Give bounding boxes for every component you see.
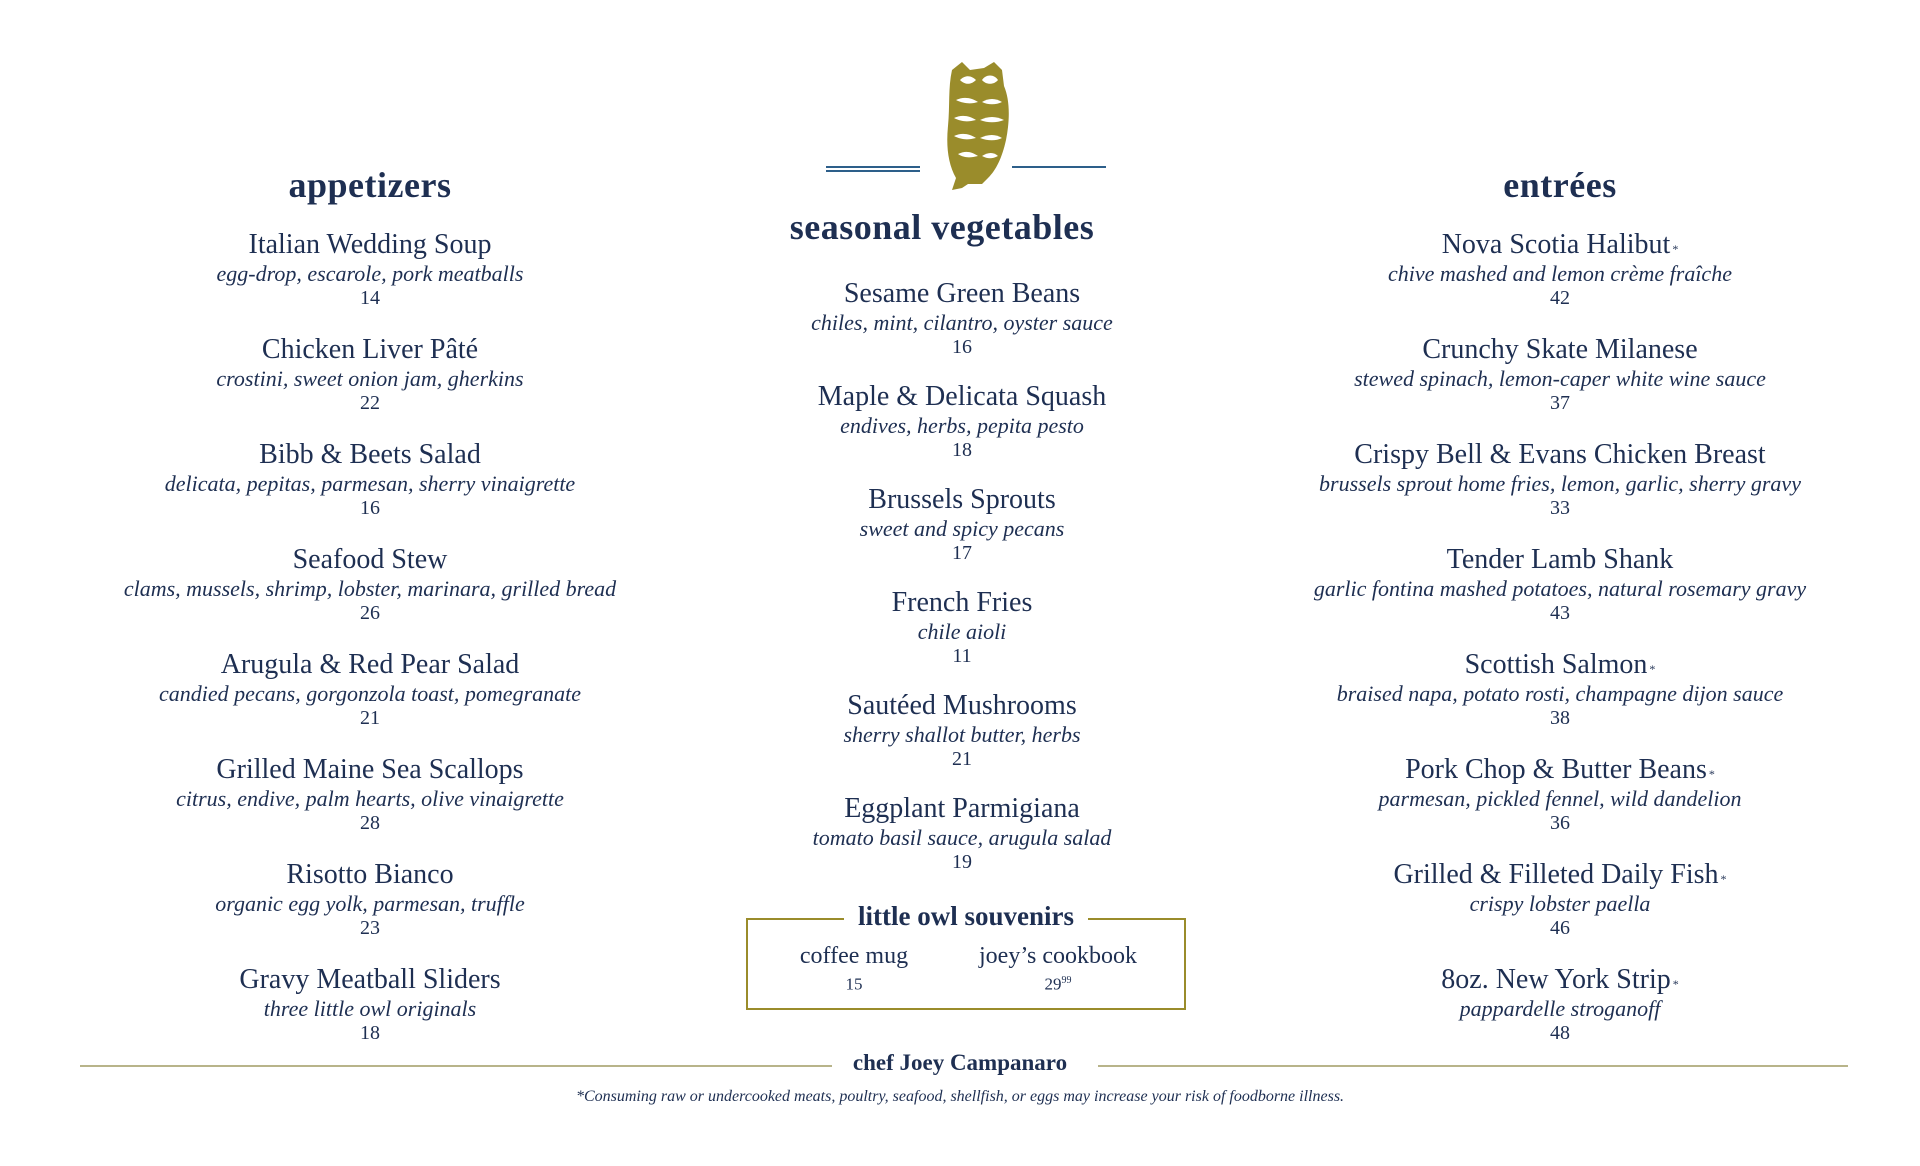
raw-warning-asterisk: * [1649,662,1656,676]
raw-warning-asterisk: * [1708,767,1715,781]
menu-item [712,484,1212,566]
logo-rule-left-top [826,166,920,168]
logo [826,60,1106,190]
menu-item [712,381,1212,463]
menu-item-price: 18 [360,1022,380,1044]
menu-item-price: 33 [1550,497,1570,519]
menu-item-description: stewed spinach, lemon-caper white wine sauce [1354,366,1766,391]
menu-item-price: 42 [1550,287,1570,309]
menu-item-price: 14 [360,287,380,309]
menu-item-price: 38 [1550,707,1570,729]
menu-item-price: 18 [952,439,972,461]
menu-item-description: brussels sprout home fries, lemon, garlic, sherry gravy [1319,471,1801,496]
menu-item-name: Eggplant Parmigiana [844,793,1080,824]
menu-item-description: endives, herbs, pepita pesto [840,413,1084,438]
menu-item-name: Gravy Meatball Sliders [239,964,501,995]
menu-item [70,544,670,626]
health-disclaimer: *Consuming raw or undercooked meats, poultry, seafood, shellfish, or eggs may increase your risk of foodborne illness. [575,1088,1345,1105]
chef-credit: chef Joey Campanaro [852,1050,1068,1075]
souvenirs-title: little owl souvenirs [844,898,1088,934]
menu-item-name: Nova Scotia Halibut * [1441,229,1679,260]
menu-item-price: 11 [952,645,972,667]
menu-item-description: candied pecans, gorgonzola toast, pomegranate [158,681,582,706]
menu-item-name: Grilled Maine Sea Scallops [216,754,524,785]
menu-item-price: 19 [952,851,972,873]
menu-item-price: 16 [952,336,972,358]
menu-item-name: Brussels Sprouts [868,484,1056,515]
entrees-title: entrées [1503,165,1617,205]
menu-item [712,587,1212,669]
owl-icon [938,60,1018,190]
menu-item [712,793,1212,875]
menu-item [712,690,1212,772]
menu-item-name: Grilled & Filleted Daily Fish * [1393,859,1727,890]
raw-warning-asterisk: * [1672,977,1679,991]
footer-rule-right [1098,1065,1848,1067]
menu-item [1260,439,1860,521]
souvenir-name: joey’s cookbook [979,943,1137,969]
logo-rule-left-bottom [826,170,920,172]
menu-item-description: sherry shallot butter, herbs [843,722,1081,747]
appetizers-title: appetizers [288,165,452,205]
entrees-list [1260,229,1860,1046]
menu-item [1260,229,1860,311]
menu-item-price: 23 [360,917,380,939]
menu-item-name: Sesame Green Beans [843,278,1081,309]
menu-item-name: Italian Wedding Soup [248,229,492,260]
menu-item-description: chiles, mint, cilantro, oyster sauce [811,310,1113,335]
menu-item-description: garlic fontina mashed potatoes, natural rosemary gravy [1313,576,1807,601]
vegetables-list [712,278,1212,875]
menu-item-price: 28 [360,812,380,834]
menu-item-description: chile aioli [917,619,1007,644]
menu-item-price: 21 [952,748,972,770]
menu-item-price: 43 [1550,602,1570,624]
menu-item-name: Chicken Liver Pâté [261,334,479,365]
menu-item [70,229,670,311]
raw-warning-asterisk: * [1720,872,1727,886]
appetizers-list [70,229,670,1046]
menu-item-name: Risotto Bianco [286,859,454,890]
menu-item-description: citrus, endive, palm hearts, olive vinaigrette [176,786,564,811]
menu-item-description: clams, mussels, shrimp, lobster, marinara, grilled bread [123,576,617,601]
menu-item [1260,754,1860,836]
menu-item [712,278,1212,360]
menu-item-price: 26 [360,602,380,624]
menu-item-description: three little owl originals [263,996,477,1021]
menu-item [70,859,670,941]
menu-item-price: 48 [1550,1022,1570,1044]
menu-item [1260,859,1860,941]
menu-item-price: 36 [1550,812,1570,834]
menu-item [1260,334,1860,416]
menu-item [1260,964,1860,1046]
menu-item [70,334,670,416]
entrees-section [1260,163,1860,1069]
menu-item [70,754,670,836]
menu-item-description: delicata, pepitas, parmesan, sherry vinaigrette [164,471,576,496]
menu-item-description: pappardelle stroganoff [1459,996,1661,1021]
menu-item-name: Tender Lamb Shank [1446,544,1674,575]
souvenir-name: coffee mug [799,943,909,969]
logo-rule-right [1012,166,1106,168]
vegetables-title: seasonal vegetables [789,207,1095,247]
souvenir-item-mug [784,942,924,996]
souvenir-price: 15 [845,974,863,994]
menu-item-price: 46 [1550,917,1570,939]
menu-item-name: Seafood Stew [292,544,448,575]
menu-item-name: 8oz. New York Strip * [1441,964,1679,995]
menu-item [70,439,670,521]
menu-item [70,649,670,731]
menu-item-description: egg-drop, escarole, pork meatballs [216,261,524,286]
menu-item-description: crispy lobster paella [1469,891,1651,916]
menu-item-price: 16 [360,497,380,519]
menu-item-name: French Fries [891,587,1033,618]
menu-item [1260,544,1860,626]
menu-item-price: 37 [1550,392,1570,414]
menu-item-description: sweet and spicy pecans [859,516,1065,541]
menu-item-name: Bibb & Beets Salad [259,439,481,470]
raw-warning-asterisk: * [1672,242,1679,256]
menu-item-description: crostini, sweet onion jam, gherkins [216,366,524,391]
vegetables-section [712,205,1212,896]
menu-item-description: tomato basil sauce, arugula salad [812,825,1112,850]
menu-item-description: chive mashed and lemon crème fraîche [1388,261,1732,286]
menu-item-name: Maple & Delicata Squash [817,381,1107,412]
menu-item-description: parmesan, pickled fennel, wild dandelion [1378,786,1742,811]
menu-item-description: organic egg yolk, parmesan, truffle [215,891,525,916]
menu-item-price: 17 [952,542,972,564]
menu-item [1260,649,1860,731]
menu-item-name: Scottish Salmon * [1464,649,1656,680]
menu-item-price: 22 [360,392,380,414]
menu-item [70,964,670,1046]
menu-item-name: Arugula & Red Pear Salad [220,649,520,680]
footer-rule-left [80,1065,832,1067]
menu-item-price: 21 [360,707,380,729]
menu-item-name: Pork Chop & Butter Beans * [1405,754,1715,785]
souvenirs-box [746,901,1186,1010]
souvenir-price: $29^{99}$ [1044,974,1072,994]
menu-item-name: Crunchy Skate Milanese [1422,334,1698,365]
menu-item-description: braised napa, potato rosti, champagne dijon sauce [1336,681,1784,706]
menu-item-name: Sautéed Mushrooms [847,690,1077,721]
menu-item-name: Crispy Bell & Evans Chicken Breast [1354,439,1766,470]
souvenir-item-cookbook [958,942,1158,996]
appetizers-section [70,163,670,1069]
